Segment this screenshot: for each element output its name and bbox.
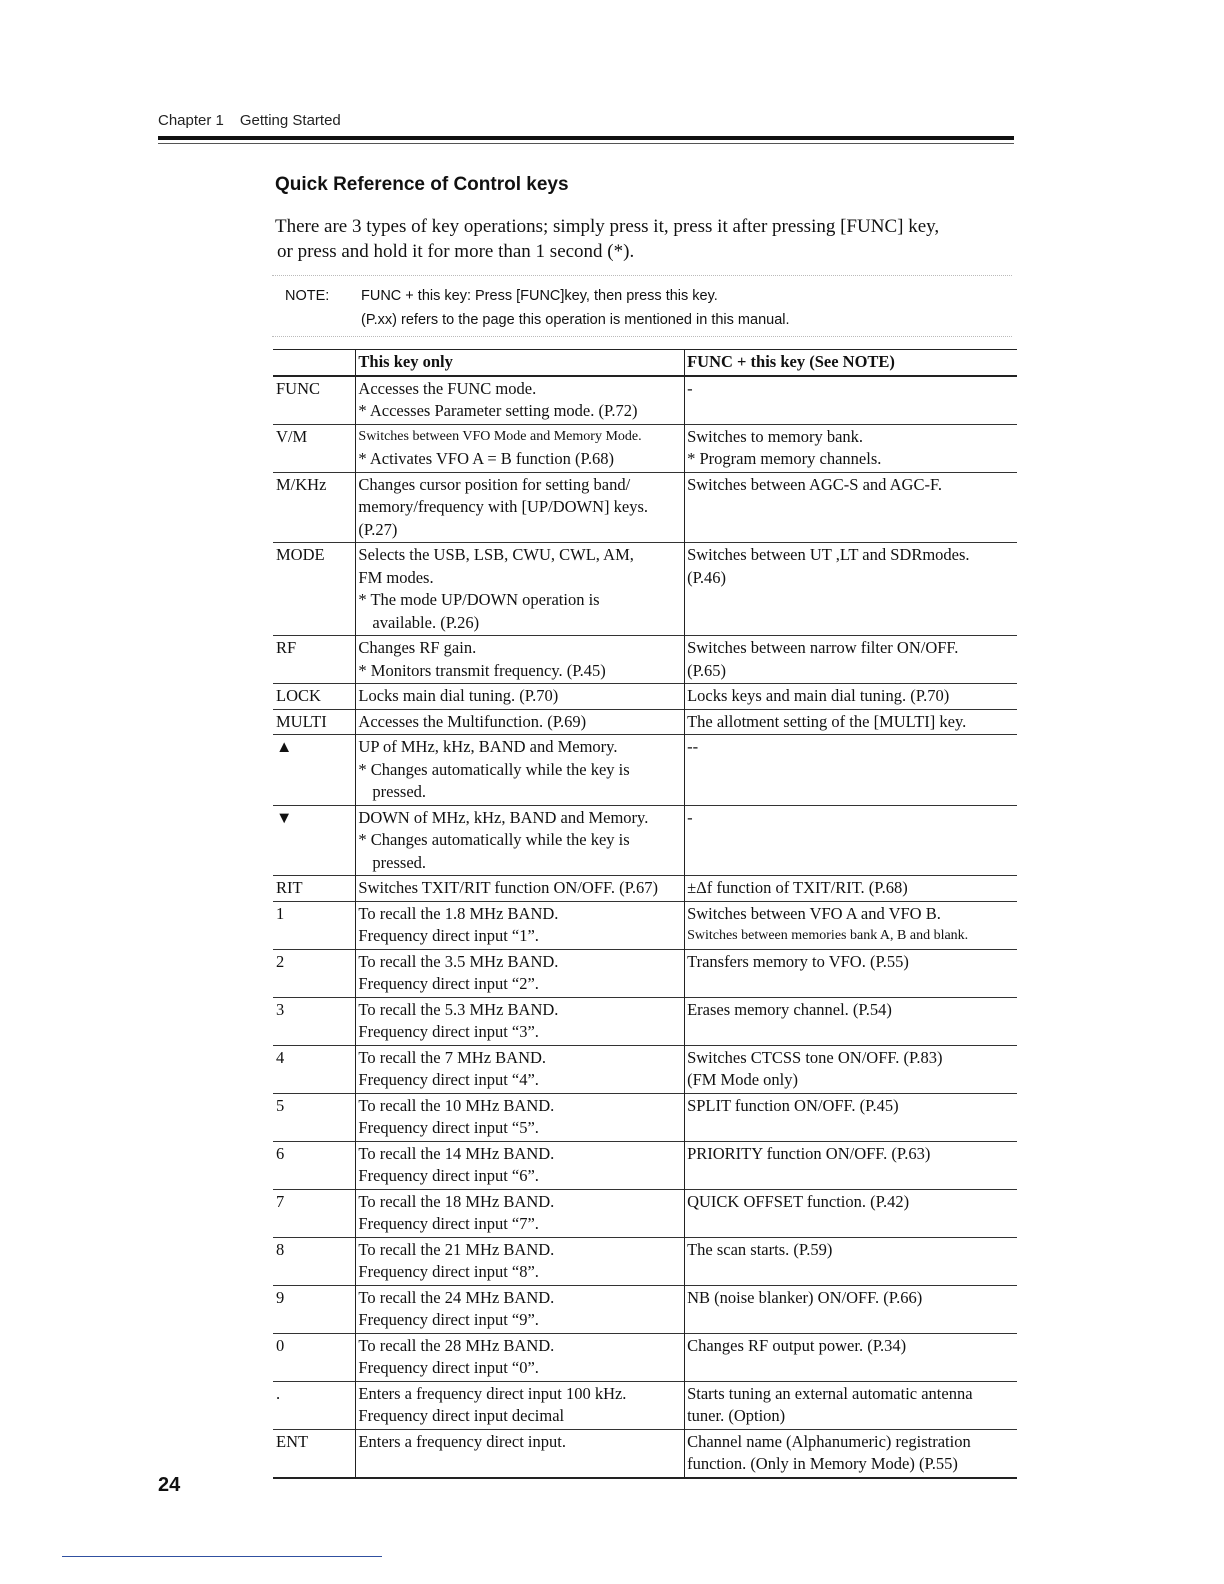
chapter-header <box>158 112 341 129</box>
func-this-key-cell <box>685 901 1017 949</box>
this-key-only-cell-line: To recall the 7 MHz BAND. <box>358 1047 547 1067</box>
func-this-key-cell <box>685 735 1017 806</box>
this-key-only-cell-line: Accesses the Multifunction. (P.69) <box>358 711 587 731</box>
this-key-only-cell-line: Frequency direct input “9”. <box>358 1310 539 1329</box>
note-line: FUNC + this key: Press [FUNC]key, then press this key. <box>361 288 718 304</box>
this-key-only-cell-line: Switches TXIT/RIT function ON/OFF. (P.67) <box>358 878 659 897</box>
this-key-only-cell <box>356 735 685 806</box>
note-label: NOTE: <box>285 288 330 304</box>
this-key-only-cell <box>356 1189 685 1237</box>
key-name: MODE <box>276 545 325 564</box>
func-this-key-cell <box>685 1141 1017 1189</box>
key-name: MULTI <box>276 711 327 731</box>
key-name: 9 <box>276 1287 285 1307</box>
this-key-only-cell <box>356 376 685 425</box>
intro-line: There are 3 types of key operations; simply press it, press it after pressing [FUNC] key, <box>275 216 940 237</box>
this-key-only-cell <box>356 1237 685 1285</box>
table-row <box>273 1381 1017 1429</box>
table-row <box>273 472 1017 543</box>
this-key-only-cell-line: * The mode UP/DOWN operation is <box>358 590 600 609</box>
table-row <box>273 1141 1017 1189</box>
this-key-only-cell-line: Frequency direct input “8”. <box>358 1262 539 1281</box>
this-key-only-cell-line: * Activates VFO A = B function (P.68) <box>358 449 614 468</box>
key-name: LOCK <box>276 686 321 705</box>
this-key-only-cell-line: pressed. <box>372 782 427 801</box>
header-key <box>273 350 356 376</box>
this-key-only-cell-line: Frequency direct input “7”. <box>358 1214 539 1233</box>
this-key-only-cell-line: Frequency direct input “5”. <box>358 1118 539 1137</box>
table-row <box>273 901 1017 949</box>
chapter-number: Chapter 1 <box>158 112 224 129</box>
this-key-only-cell <box>356 1429 685 1478</box>
func-this-key-cell-line: Channel name (Alphanumeric) registration <box>687 1431 971 1451</box>
func-this-key-cell <box>685 1429 1017 1478</box>
this-key-only-cell-line: Frequency direct input “2”. <box>358 974 539 993</box>
func-this-key-cell-line: SPLIT function ON/OFF. (P.45) <box>687 1095 899 1115</box>
func-this-key-cell <box>685 805 1017 876</box>
key-name: 4 <box>276 1047 285 1067</box>
func-this-key-cell-line: Starts tuning an external automatic antenna <box>687 1383 973 1403</box>
func-this-key-cell-line: Erases memory channel. (P.54) <box>687 999 892 1019</box>
this-key-only-cell-line: To recall the 28 MHz BAND. <box>358 1335 555 1355</box>
this-key-only-cell <box>356 1045 685 1093</box>
this-key-only-cell <box>356 805 685 876</box>
func-this-key-cell-line: (P.46) <box>687 567 727 587</box>
this-key-only-cell-line: Locks main dial tuning. (P.70) <box>358 686 559 705</box>
func-this-key-cell-line: - <box>687 807 693 827</box>
this-key-only-cell-line: Frequency direct input “3”. <box>358 1022 539 1041</box>
table-row <box>273 735 1017 806</box>
func-this-key-cell <box>685 1381 1017 1429</box>
table-row <box>273 709 1017 735</box>
this-key-only-cell-line: * Changes automatically while the key is <box>358 830 630 849</box>
this-key-only-cell <box>356 709 685 735</box>
func-this-key-cell <box>685 1045 1017 1093</box>
this-key-only-cell-line: Accesses the FUNC mode. <box>358 378 537 398</box>
table-row <box>273 1093 1017 1141</box>
func-this-key-cell <box>685 1237 1017 1285</box>
table-row <box>273 1429 1017 1478</box>
this-key-only-cell-line: memory/frequency with [UP/DOWN] keys. <box>358 497 649 516</box>
this-key-only-cell <box>356 949 685 997</box>
func-this-key-cell-line: Switches to memory bank. <box>687 426 864 446</box>
key-name: FUNC <box>276 378 321 398</box>
this-key-only-cell <box>356 684 685 710</box>
this-key-only-cell-line: Changes RF gain. <box>358 638 477 657</box>
this-key-only-cell <box>356 997 685 1045</box>
this-key-only-cell-line: To recall the 5.3 MHz BAND. <box>358 999 559 1019</box>
this-key-only-cell-line: To recall the 21 MHz BAND. <box>358 1239 555 1259</box>
func-this-key-cell-line: Switches between narrow filter ON/OFF. <box>687 638 959 657</box>
func-this-key-cell <box>685 1093 1017 1141</box>
table-row <box>273 805 1017 876</box>
table-row <box>273 684 1017 710</box>
this-key-only-cell-line: To recall the 3.5 MHz BAND. <box>358 951 559 971</box>
this-key-only-cell-line: Frequency direct input “0”. <box>358 1358 539 1377</box>
key-name: 5 <box>276 1095 285 1115</box>
this-key-only-cell-line: Frequency direct input “4”. <box>358 1070 539 1089</box>
this-key-only-cell-line: Frequency direct input “1”. <box>358 926 539 945</box>
this-key-only-cell <box>356 472 685 543</box>
func-this-key-cell <box>685 1189 1017 1237</box>
func-this-key-cell-line: Transfers memory to VFO. (P.55) <box>687 951 909 971</box>
func-this-key-cell <box>685 424 1017 472</box>
this-key-only-cell <box>356 1141 685 1189</box>
header-this-key-only: This key only <box>356 350 685 376</box>
this-key-only-cell-line: To recall the 1.8 MHz BAND. <box>358 903 559 923</box>
func-this-key-cell-line: Switches CTCSS tone ON/OFF. (P.83) <box>687 1047 943 1067</box>
func-this-key-cell <box>685 876 1017 902</box>
this-key-only-cell-line: To recall the 18 MHz BAND. <box>358 1191 555 1211</box>
key-name: ENT <box>276 1431 309 1451</box>
func-this-key-cell-line: (FM Mode only) <box>687 1070 798 1089</box>
header-func-this-key: FUNC + this key (See NOTE) <box>685 350 1017 376</box>
func-this-key-cell-line: NB (noise blanker) ON/OFF. (P.66) <box>687 1287 923 1307</box>
func-this-key-cell-line: PRIORITY function ON/OFF. (P.63) <box>687 1143 931 1163</box>
func-this-key-cell <box>685 472 1017 543</box>
func-this-key-cell-line: Switches between AGC-S and AGC-F. <box>687 474 942 494</box>
this-key-only-cell-line: * Changes automatically while the key is <box>358 759 630 779</box>
key-name: V/M <box>276 426 308 446</box>
func-this-key-cell <box>685 376 1017 425</box>
this-key-only-cell <box>356 1285 685 1333</box>
key-name: RIT <box>276 878 303 897</box>
func-this-key-cell <box>685 997 1017 1045</box>
this-key-only-cell-line: Changes cursor position for setting band/ <box>358 474 631 494</box>
this-key-only-cell-line: UP of MHz, kHz, BAND and Memory. <box>358 737 618 756</box>
header-rule-thin <box>158 143 1014 144</box>
func-this-key-cell-line: * Program memory channels. <box>687 449 882 468</box>
this-key-only-cell <box>356 543 685 636</box>
this-key-only-cell-line: To recall the 14 MHz BAND. <box>358 1143 555 1163</box>
func-this-key-cell-line: Switches between memories bank A, B and blank. <box>687 928 969 943</box>
func-this-key-cell-line: QUICK OFFSET function. (P.42) <box>687 1191 910 1211</box>
key-name: 3 <box>276 999 285 1019</box>
func-this-key-cell-line: - <box>687 378 693 398</box>
this-key-only-cell-line: DOWN of MHz, kHz, BAND and Memory. <box>358 807 649 827</box>
func-this-key-cell <box>685 684 1017 710</box>
this-key-only-cell-line: pressed. <box>372 852 427 872</box>
func-this-key-cell <box>685 636 1017 684</box>
this-key-only-cell-line: To recall the 24 MHz BAND. <box>358 1287 555 1307</box>
table-row <box>273 997 1017 1045</box>
func-this-key-cell-line: -- <box>687 737 699 756</box>
note-box <box>285 284 985 332</box>
this-key-only-cell-line: Selects the USB, LSB, CWU, CWL, AM, <box>358 545 634 564</box>
table-row <box>273 1237 1017 1285</box>
table-row <box>273 543 1017 636</box>
this-key-only-cell-line: * Accesses Parameter setting mode. (P.72) <box>358 401 638 420</box>
key-name: 6 <box>276 1143 285 1163</box>
key-name: 0 <box>276 1335 285 1355</box>
func-this-key-cell-line: (P.65) <box>687 660 727 680</box>
this-key-only-cell-line: (P.27) <box>358 519 398 539</box>
this-key-only-cell-line: available. (P.26) <box>372 612 480 632</box>
func-this-key-cell-line: Switches between VFO A and VFO B. <box>687 903 941 923</box>
func-this-key-cell <box>685 543 1017 636</box>
func-this-key-cell <box>685 1285 1017 1333</box>
table-row <box>273 876 1017 902</box>
table-row <box>273 949 1017 997</box>
table-row <box>273 1285 1017 1333</box>
func-this-key-cell-line: Switches between UT ,LT and SDRmodes. <box>687 545 970 564</box>
this-key-only-cell-line: FM modes. <box>358 567 434 587</box>
note-line: (P.xx) refers to the page this operation is mentioned in this manual. <box>361 312 790 328</box>
this-key-only-cell <box>356 636 685 684</box>
header-rule-thick <box>158 136 1014 140</box>
key-name: RF <box>276 638 297 657</box>
section-title: Quick Reference of Control keys <box>275 174 569 195</box>
this-key-only-cell-line: Switches between VFO Mode and Memory Mode. <box>358 428 642 444</box>
table-row <box>273 376 1017 425</box>
this-key-only-cell-line: Enters a frequency direct input 100 kHz. <box>358 1383 627 1403</box>
this-key-only-cell <box>356 876 685 902</box>
key-name: 8 <box>276 1239 285 1259</box>
key-name: M/KHz <box>276 474 327 494</box>
key-name: 1 <box>276 903 285 923</box>
this-key-only-cell-line: Frequency direct input “6”. <box>358 1166 539 1185</box>
key-name: ▼ <box>276 807 293 827</box>
key-name: 7 <box>276 1191 285 1211</box>
func-this-key-cell-line: Changes RF output power. (P.34) <box>687 1335 907 1355</box>
func-this-key-cell <box>685 949 1017 997</box>
func-this-key-cell-line: Locks keys and main dial tuning. (P.70) <box>687 686 950 705</box>
this-key-only-cell-line: Enters a frequency direct input. <box>358 1431 566 1451</box>
this-key-only-cell-line: * Monitors transmit frequency. (P.45) <box>358 660 606 680</box>
func-this-key-cell-line: The allotment setting of the [MULTI] key. <box>687 711 967 731</box>
table-row <box>273 1189 1017 1237</box>
intro-paragraph <box>275 214 1015 264</box>
intro-line: or press and hold it for more than 1 second (*). <box>277 241 635 262</box>
this-key-only-cell <box>356 424 685 472</box>
this-key-only-cell <box>356 1381 685 1429</box>
chapter-title: Getting Started <box>239 112 341 129</box>
key-name: . <box>276 1383 281 1403</box>
func-this-key-cell-line: tuner. (Option) <box>687 1406 786 1425</box>
this-key-only-cell <box>356 1093 685 1141</box>
func-this-key-cell-line: The scan starts. (P.59) <box>687 1239 833 1259</box>
control-keys-table <box>273 349 1017 1479</box>
this-key-only-cell <box>356 901 685 949</box>
footer-line <box>62 1556 382 1558</box>
key-name: 2 <box>276 951 285 971</box>
func-this-key-cell <box>685 1333 1017 1381</box>
func-this-key-cell-line: function. (Only in Memory Mode) (P.55) <box>687 1454 958 1473</box>
note-border-bottom <box>272 336 1012 337</box>
table-row <box>273 636 1017 684</box>
func-this-key-cell-line: ±Δf function of TXIT/RIT. (P.68) <box>687 878 908 897</box>
key-name: ▲ <box>276 737 293 756</box>
this-key-only-cell <box>356 1333 685 1381</box>
this-key-only-cell-line: To recall the 10 MHz BAND. <box>358 1095 555 1115</box>
table-row <box>273 1333 1017 1381</box>
table-row <box>273 424 1017 472</box>
func-this-key-cell <box>685 709 1017 735</box>
table-row <box>273 1045 1017 1093</box>
table-header-row <box>273 350 1017 376</box>
page-number: 24 <box>158 1474 181 1496</box>
note-border-top <box>272 275 1012 276</box>
this-key-only-cell-line: Frequency direct input decimal <box>358 1406 565 1425</box>
